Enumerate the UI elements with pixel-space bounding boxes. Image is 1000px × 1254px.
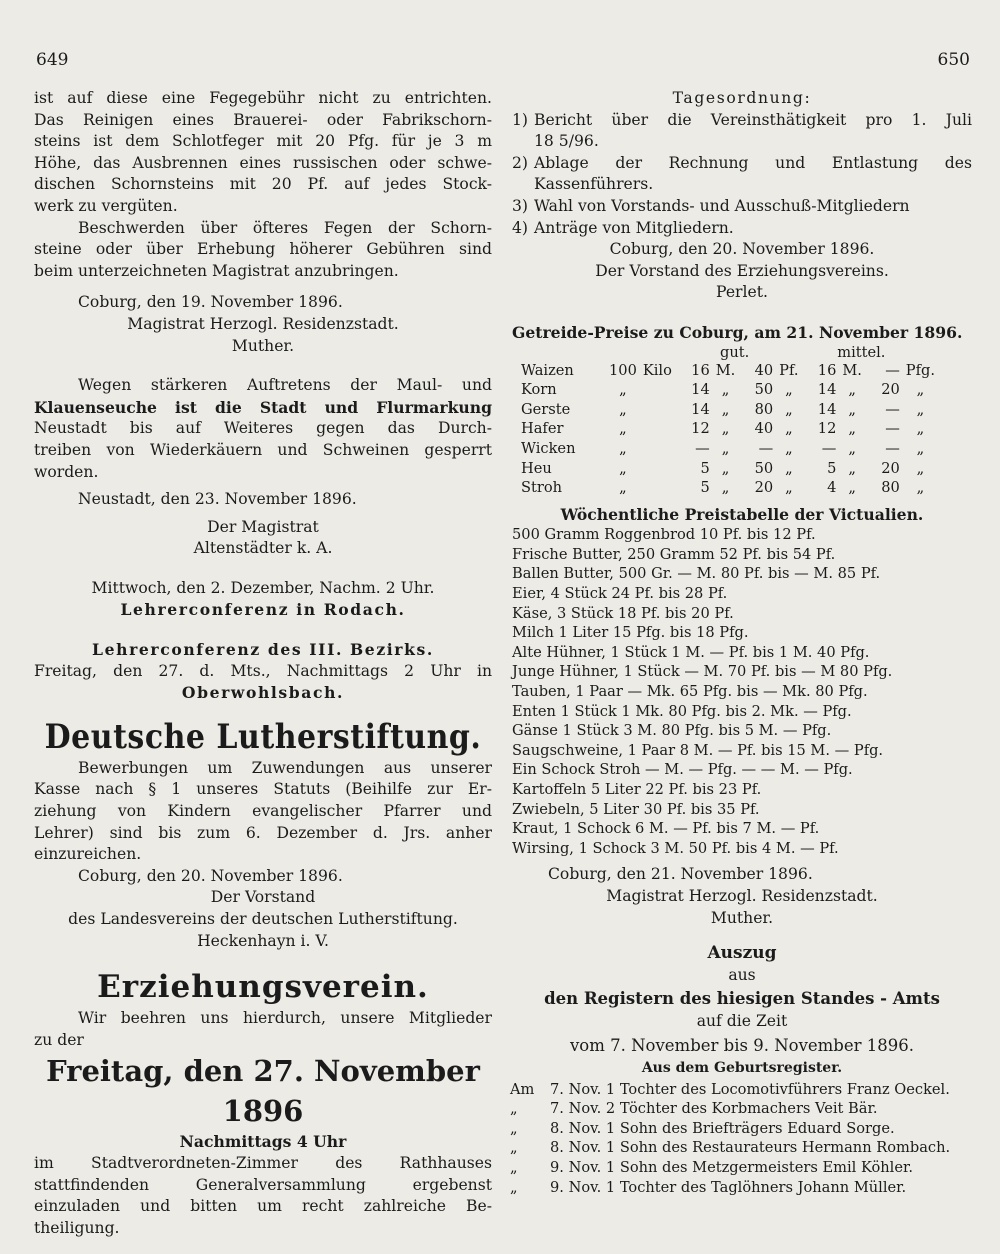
grain-cell: 4 bbox=[827, 479, 837, 497]
luther-line: Bewerbungen um Zuwendungen aus unserer bbox=[78, 758, 492, 777]
registry-entry-text: 8. Nov. 1 Sohn des Restaurateurs Hermann Rombach. bbox=[550, 1139, 951, 1157]
grain-cell: 50 bbox=[754, 459, 774, 477]
chimney-p1-line: ist auf diese eine Fegegebühr nicht zu entrichten. bbox=[34, 89, 492, 107]
victual-item: Kartoffeln 5 Liter 22 Pf. bis 23 Pf. bbox=[512, 781, 762, 798]
conference-bezirk-line1: Lehrerconferenz des III. Bezirks. bbox=[92, 640, 434, 660]
grain-cell: — bbox=[885, 361, 900, 379]
luther-line: Kasse nach § 1 unseres Statuts (Beihilfe zur Er- bbox=[34, 780, 492, 799]
victuals-place-date: Coburg, den 21. November 1896. bbox=[548, 865, 813, 884]
agenda bbox=[512, 88, 972, 304]
chimney-signer: Muther. bbox=[231, 336, 295, 355]
chimney-p2-line: beim unterzeichneten Magistrat anzubringen. bbox=[34, 261, 399, 280]
education-line: stattfindenden Generalversammlung ergebenst bbox=[34, 1175, 492, 1194]
registry-entry-prefix: „ bbox=[510, 1139, 518, 1157]
registry-section: Aus dem Geburtsregister. bbox=[641, 1059, 843, 1076]
agenda-item-line: 18 5/96. bbox=[534, 132, 599, 151]
plague-line: Klauenseuche ist die Stadt und Flurmarkung bbox=[34, 397, 492, 417]
grain-cell bbox=[640, 439, 675, 459]
grain-cell: Kilo bbox=[642, 361, 672, 379]
grain-cell: „ bbox=[848, 400, 856, 418]
grain-cell: 16 bbox=[691, 361, 710, 379]
registry-entry-text: 8. Nov. 1 Sohn des Briefträgers Eduard Sorge. bbox=[550, 1119, 895, 1137]
chimney-p1-line: Das Reinigen eines Brauerei- oder Fabrikschorn- bbox=[34, 110, 492, 129]
agenda-item-line: Kassenführers. bbox=[534, 175, 654, 194]
registry-entry-prefix: „ bbox=[510, 1158, 518, 1176]
victual-item: Ein Schock Stroh — M. — Pfg. — — M. — Pfg. bbox=[512, 761, 853, 779]
chimney-authority: Magistrat Herzogl. Residenzstadt. bbox=[127, 314, 399, 333]
luther-signer: Heckenhayn i. V. bbox=[197, 931, 329, 950]
grain-cell: „ bbox=[619, 479, 627, 497]
conference-bezirk-line3: Oberwohlsbach. bbox=[181, 683, 345, 703]
victual-item: Saugschweine, 1 Paar 8 M. — Pf. bis 15 M. — Pfg. bbox=[512, 741, 884, 759]
grain-cell: 5 bbox=[827, 459, 837, 477]
grain-cell: 50 bbox=[754, 381, 774, 399]
grain-cell: 40 bbox=[754, 361, 774, 379]
grain-cell: „ bbox=[785, 439, 793, 457]
agenda-item bbox=[512, 218, 972, 240]
conference-rodach bbox=[34, 578, 492, 621]
grain-row bbox=[518, 361, 938, 381]
luther-notice bbox=[34, 718, 492, 952]
registry bbox=[512, 943, 972, 1197]
victuals-authority: Magistrat Herzogl. Residenzstadt. bbox=[606, 886, 878, 905]
grain-col-good: gut. bbox=[720, 343, 750, 361]
grain-cell: — bbox=[885, 420, 900, 438]
grain-cell: „ bbox=[721, 420, 730, 438]
grain-row bbox=[518, 380, 938, 400]
education-invite: Wir beehren uns hierdurch, unsere Mitglieder bbox=[78, 1009, 492, 1028]
grain-cell: — bbox=[821, 439, 837, 457]
plague-notice bbox=[34, 375, 492, 560]
grain-table bbox=[518, 361, 938, 498]
education-line: einzuladen und bitten um recht zahlreiche Be- bbox=[34, 1197, 492, 1216]
conference-rodach-line2: Lehrerconferenz in Rodach. bbox=[120, 600, 406, 620]
chimney-p1-line: Höhe, das Ausbrennen eines russischen oder schwe- bbox=[34, 153, 492, 172]
grain-row bbox=[518, 439, 938, 459]
grain-cell: „ bbox=[721, 400, 730, 418]
grain-cell: „ bbox=[721, 479, 730, 497]
luther-line: Lehrer) sind bis zum 6. Dezember d. Jrs. anher bbox=[34, 823, 492, 842]
education-line: im Stadtverordneten-Zimmer des Rathhauses bbox=[34, 1153, 492, 1172]
plague-authority: Der Magistrat bbox=[207, 517, 319, 536]
victual-item: Junge Hühner, 1 Stück — M. 70 Pf. bis — M 80 Pfg. bbox=[512, 663, 893, 681]
grain-cell: „ bbox=[619, 459, 627, 477]
grain-cell: „ bbox=[848, 479, 856, 497]
grain-title: Getreide-Preise zu Coburg, am 21. November 1896. bbox=[512, 322, 963, 342]
grain-cell: „ bbox=[785, 381, 793, 399]
education-title: Erziehungsverein. bbox=[97, 969, 429, 1006]
grain-cell: 40 bbox=[754, 420, 774, 438]
agenda-item bbox=[512, 110, 972, 153]
grain-cell bbox=[640, 380, 675, 400]
grain-column-headers bbox=[512, 344, 972, 361]
luther-authority2: des Landesvereins der deutschen Lutherstiftung. bbox=[68, 910, 458, 928]
plague-line: Wegen stärkeren Auftretens der Maul- und bbox=[78, 376, 492, 395]
chimney-p2-line: Beschwerden über öfteres Fegen der Schorn- bbox=[78, 218, 492, 237]
conference-bezirk-line2: Freitag, den 27. d. Mts., Nachmittags 2 Uhr in bbox=[34, 661, 492, 680]
victual-item: Kraut, 1 Schock 6 M. — Pf. bis 7 M. — Pf. bbox=[512, 820, 820, 838]
right-column bbox=[512, 88, 972, 1197]
victuals-title: Wöchentliche Preistabelle der Victualien. bbox=[560, 504, 924, 524]
registry-title3: den Registern des hiesigen Standes - Amts bbox=[544, 989, 940, 1009]
chimney-p1-line: steins ist dem Schlotfeger mit 20 Pfg. für je 3 m bbox=[34, 132, 492, 151]
grain-cell: „ bbox=[721, 439, 730, 457]
victual-item: Gänse 1 Stück 3 M. 80 Pfg. bis 5 M. — Pfg. bbox=[512, 722, 832, 740]
agenda-item bbox=[512, 196, 972, 218]
left-column bbox=[34, 88, 492, 1239]
grain-cell: 14 bbox=[691, 400, 710, 418]
luther-line: ziehung von Kindern evangelischer Pfarrer und bbox=[34, 802, 492, 821]
registry-entry-text: 9. Nov. 1 Tochter des Taglöhners Johann Müller. bbox=[550, 1178, 907, 1196]
luther-authority1: Der Vorstand bbox=[210, 888, 316, 907]
victuals bbox=[512, 504, 972, 929]
grain-name: Stroh bbox=[521, 479, 563, 497]
victuals-signer: Muther. bbox=[710, 908, 774, 927]
grain-cell: — bbox=[885, 439, 900, 457]
grain-cell: „ bbox=[785, 479, 793, 497]
registry-entry bbox=[510, 1158, 954, 1178]
conference-rodach-line1: Mittwoch, den 2. Dezember, Nachm. 2 Uhr. bbox=[91, 578, 435, 597]
grain-cell: „ bbox=[916, 479, 925, 497]
registry-table bbox=[510, 1080, 954, 1198]
agenda-place-date: Coburg, den 20. November 1896. bbox=[609, 240, 875, 259]
grain-cell: 5 bbox=[700, 479, 710, 497]
education-time: Nachmittags 4 Uhr bbox=[179, 1132, 347, 1152]
victual-item: Ballen Butter, 500 Gr. — M. 80 Pf. bis — M. 85 Pf. bbox=[512, 565, 881, 583]
agenda-signer: Perlet. bbox=[716, 283, 768, 302]
chimney-p1-line: werk zu vergüten. bbox=[34, 196, 178, 215]
victuals-list bbox=[512, 525, 972, 858]
victual-item: Wirsing, 1 Schock 3 M. 50 Pf. bis 4 M. — Pf. bbox=[512, 839, 839, 857]
plague-line: worden. bbox=[34, 462, 99, 481]
grain-cell: 100 bbox=[609, 361, 637, 379]
grain-cell: — bbox=[758, 439, 774, 457]
victual-item: 500 Gramm Roggenbrod 10 Pf. bis 12 Pf. bbox=[512, 526, 816, 544]
registry-entry bbox=[510, 1138, 954, 1158]
grain-cell: „ bbox=[619, 420, 627, 438]
agenda-item-line: Wahl von Vorstands- und Ausschuß-Mitgliedern bbox=[534, 196, 910, 215]
education-notice bbox=[34, 966, 492, 1239]
education-date: Freitag, den 27. November 1896 bbox=[46, 1054, 480, 1129]
grain-cell: 20 bbox=[881, 459, 900, 477]
grain-cell: 14 bbox=[691, 381, 710, 399]
agenda-item-line: Ablage der Rechnung und Entlastung des bbox=[534, 153, 972, 172]
agenda-list bbox=[512, 110, 972, 240]
chimney-notice bbox=[34, 88, 492, 357]
registry-entry-text: 7. Nov. 2 Töchter des Korbmachers Veit Bär. bbox=[550, 1100, 878, 1118]
chimney-place-date: Coburg, den 19. November 1896. bbox=[78, 293, 343, 312]
grain-name: Heu bbox=[521, 459, 552, 477]
agenda-item-line: Anträge von Mitgliedern. bbox=[534, 218, 734, 237]
grain-cell: Pf. bbox=[779, 361, 799, 379]
grain-cell: 20 bbox=[881, 381, 900, 399]
grain-cell: „ bbox=[619, 400, 627, 418]
grain-row bbox=[518, 400, 938, 420]
grain-cell: „ bbox=[721, 459, 730, 477]
education-zu-der: zu der bbox=[34, 1030, 84, 1049]
grain-cell bbox=[640, 419, 675, 439]
grain-cell: „ bbox=[785, 459, 793, 477]
agenda-item-num: 2) bbox=[512, 153, 529, 172]
grain-row bbox=[518, 478, 938, 498]
plague-signer: Altenstädter k. A. bbox=[193, 539, 333, 558]
grain-name: Korn bbox=[521, 381, 557, 399]
grain-row bbox=[518, 459, 938, 479]
victual-item: Frische Butter, 250 Gramm 52 Pf. bis 54 Pf. bbox=[512, 545, 836, 563]
registry-title4: auf die Zeit bbox=[696, 1012, 788, 1031]
grain-cell: 5 bbox=[700, 459, 710, 477]
grain-cell: „ bbox=[619, 439, 627, 457]
plague-line: treiben von Wiederkäuern und Schweinen gesperrt bbox=[34, 440, 492, 459]
agenda-item-num: 3) bbox=[512, 196, 529, 215]
grain-name: Hafer bbox=[521, 420, 564, 438]
plague-place-date: Neustadt, den 23. November 1896. bbox=[78, 490, 357, 509]
victual-item: Eier, 4 Stück 24 Pf. bis 28 Pf. bbox=[512, 585, 728, 603]
agenda-item-line: Bericht über die Vereinsthätigkeit pro 1. Juli bbox=[534, 110, 972, 129]
grain-cell: „ bbox=[916, 439, 925, 457]
registry-entry bbox=[510, 1119, 954, 1139]
victual-item: Milch 1 Liter 15 Pfg. bis 18 Pfg. bbox=[512, 624, 749, 642]
victual-item: Käse, 3 Stück 18 Pf. bis 20 Pf. bbox=[512, 604, 734, 622]
victual-item: Alte Hühner, 1 Stück 1 M. — Pf. bis 1 M. 40 Pfg. bbox=[512, 643, 870, 661]
grain-name: Waizen bbox=[521, 361, 574, 379]
grain-cell: „ bbox=[848, 420, 856, 438]
grain-cell: 12 bbox=[691, 420, 710, 438]
grain-cell: „ bbox=[785, 420, 793, 438]
agenda-item-num: 4) bbox=[512, 218, 529, 237]
grain-col-mid: mittel. bbox=[837, 343, 886, 361]
grain-cell: 80 bbox=[881, 479, 900, 497]
grain-cell: „ bbox=[785, 400, 793, 418]
grain-row bbox=[518, 419, 938, 439]
grain-cell: M. bbox=[842, 361, 862, 379]
grain-cell bbox=[640, 459, 675, 479]
registry-title5: vom 7. November bis 9. November 1896. bbox=[569, 1035, 915, 1055]
agenda-title: Tagesordnung: bbox=[672, 89, 812, 107]
grain-cell: 80 bbox=[754, 400, 774, 418]
conference-bezirk bbox=[34, 639, 492, 704]
registry-title2: aus bbox=[728, 965, 756, 984]
grain-name: Gerste bbox=[521, 400, 571, 418]
registry-entry bbox=[510, 1099, 954, 1119]
registry-entry-text: 9. Nov. 1 Sohn des Metzgermeisters Emil Köhler. bbox=[550, 1158, 913, 1176]
grain-cell: M. bbox=[715, 361, 736, 379]
agenda-item bbox=[512, 153, 972, 196]
education-line: theiligung. bbox=[34, 1218, 120, 1237]
luther-line: einzureichen. bbox=[34, 845, 142, 864]
victual-item: Zwiebeln, 5 Liter 30 Pf. bis 35 Pf. bbox=[512, 800, 760, 818]
grain-cell: — bbox=[695, 439, 710, 457]
chimney-p2-line: steine oder über Erhebung höherer Gebühren sind bbox=[34, 240, 492, 259]
grain-cell: 14 bbox=[817, 400, 837, 418]
registry-entry bbox=[510, 1080, 954, 1100]
luther-title: Deutsche Lutherstiftung. bbox=[44, 717, 482, 757]
grain-cell: „ bbox=[916, 459, 925, 477]
grain-cell: — bbox=[885, 400, 900, 418]
grain-cell bbox=[640, 478, 675, 498]
grain-cell: 12 bbox=[817, 420, 837, 438]
registry-title1: Auszug bbox=[707, 943, 777, 964]
grain-cell: „ bbox=[721, 381, 730, 399]
registry-entry-prefix: Am bbox=[510, 1080, 535, 1098]
grain-cell: „ bbox=[848, 459, 856, 477]
luther-place-date: Coburg, den 20. November 1896. bbox=[78, 866, 343, 885]
agenda-authority: Der Vorstand des Erziehungsvereins. bbox=[595, 261, 889, 280]
plague-line: Neustadt bis auf Weiteres gegen das Durch- bbox=[34, 419, 492, 438]
grain-cell: „ bbox=[916, 420, 925, 438]
page-number-left: 649 bbox=[36, 50, 69, 70]
chimney-p1-line: dischen Schornsteins mit 20 Pf. auf jedes Stock- bbox=[34, 175, 492, 194]
registry-entry-prefix: „ bbox=[510, 1178, 518, 1196]
grain-cell: „ bbox=[619, 381, 627, 399]
grain-name: Wicken bbox=[521, 439, 576, 457]
grain-cell: 16 bbox=[817, 361, 837, 379]
grain-cell: „ bbox=[916, 381, 925, 399]
grain-cell: „ bbox=[848, 439, 856, 457]
victual-item: Enten 1 Stück 1 Mk. 80 Pfg. bis 2. Mk. — Pfg. bbox=[512, 702, 852, 720]
victual-item: Tauben, 1 Paar — Mk. 65 Pfg. bis — Mk. 80 Pfg. bbox=[512, 683, 868, 701]
grain-cell: Pfg. bbox=[905, 361, 935, 379]
registry-entry-prefix: „ bbox=[510, 1100, 518, 1118]
agenda-item-num: 1) bbox=[512, 110, 529, 129]
grain-cell: 20 bbox=[754, 479, 774, 497]
grain-prices bbox=[512, 322, 972, 498]
registry-entry-prefix: „ bbox=[510, 1119, 518, 1137]
page-number-right: 650 bbox=[937, 50, 970, 70]
grain-cell bbox=[640, 400, 675, 420]
registry-entry bbox=[510, 1178, 954, 1198]
registry-entry-text: 7. Nov. 1 Tochter des Locomotivführers Franz Oeckel. bbox=[550, 1080, 950, 1098]
grain-cell: 14 bbox=[817, 381, 837, 399]
grain-cell: „ bbox=[848, 381, 856, 399]
grain-cell: „ bbox=[916, 400, 925, 418]
